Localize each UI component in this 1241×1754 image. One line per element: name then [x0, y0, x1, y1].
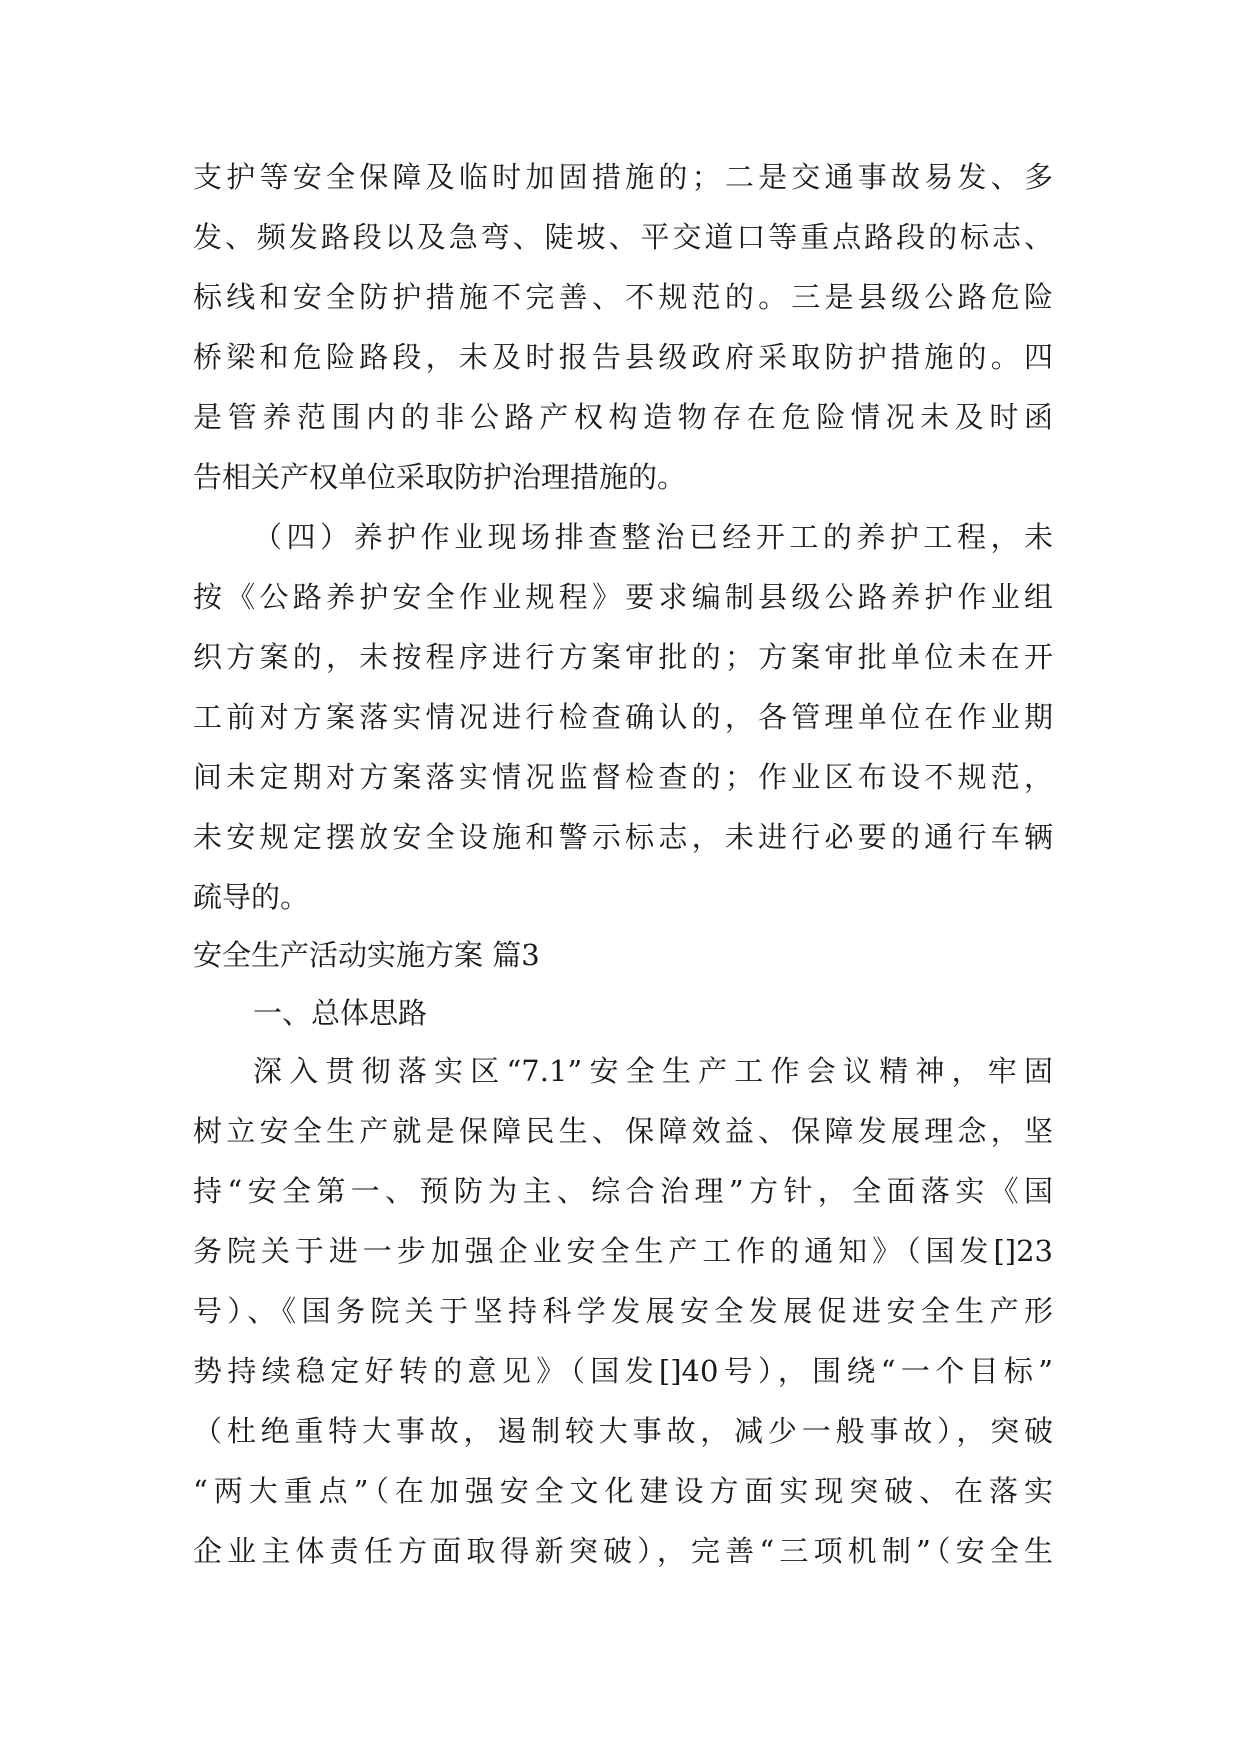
- paragraph-line: 树立安全生产就是保障民生、保障效益、保障发展理念，坚: [193, 1114, 1053, 1148]
- paragraph-line: （四）养护作业现场排查整治已经开工的养护工程，未: [253, 520, 1053, 554]
- paragraph-line: 支护等安全保障及临时加固措施的；二是交通事故易发、多: [193, 160, 1053, 194]
- paragraph-line: 桥梁和危险路段，未及时报告县级政府采取防护措施的。四: [193, 340, 1053, 374]
- paragraph-line: 发、频发路段以及急弯、陡坡、平交道口等重点路段的标志、: [193, 220, 1053, 254]
- paragraph-line: 企业主体责任方面取得新突破），完善“三项机制”（安全生: [193, 1534, 1053, 1568]
- section-title: 安全生产活动实施方案 篇3: [193, 938, 540, 972]
- paragraph-line: 告相关产权单位采取防护治理措施的。: [193, 460, 687, 494]
- paragraph-line: 疏导的。: [193, 880, 310, 914]
- paragraph-line: 号）、《国务院关于坚持科学发展安全发展促进安全生产形: [193, 1294, 1053, 1328]
- paragraph-line: “两大重点”（在加强安全文化建设方面实现突破、在落实: [193, 1474, 1053, 1508]
- paragraph-line: 持“安全第一、预防为主、综合治理”方针，全面落实《国: [193, 1174, 1053, 1208]
- paragraph-line: 标线和安全防护措施不完善、不规范的。三是县级公路危险: [193, 280, 1053, 314]
- paragraph-line: 织方案的，未按程序进行方案审批的；方案审批单位未在开: [193, 640, 1053, 674]
- paragraph-line: 按《公路养护安全作业规程》要求编制县级公路养护作业组: [193, 580, 1053, 614]
- paragraph-line: 势持续稳定好转的意见》（国发[]40号），围绕“一个目标”: [193, 1354, 1053, 1388]
- paragraph-line: 间未定期对方案落实情况监督检查的；作业区布设不规范，: [193, 760, 1053, 794]
- paragraph-line: 未安规定摆放安全设施和警示标志，未进行必要的通行车辆: [193, 820, 1053, 854]
- paragraph-line: 务院关于进一步加强企业安全生产工作的通知》（国发[]23: [193, 1234, 1053, 1268]
- section-heading: 一、总体思路: [253, 996, 428, 1030]
- paragraph-line: 是管养范围内的非公路产权构造物存在危险情况未及时函: [193, 400, 1053, 434]
- paragraph-line: 工前对方案落实情况进行检查确认的，各管理单位在作业期: [193, 700, 1053, 734]
- paragraph-line: 深入贯彻落实区“7.1”安全生产工作会议精神，牢固: [253, 1054, 1053, 1088]
- paragraph-line: （杜绝重特大事故，遏制较大事故，减少一般事故），突破: [193, 1414, 1053, 1448]
